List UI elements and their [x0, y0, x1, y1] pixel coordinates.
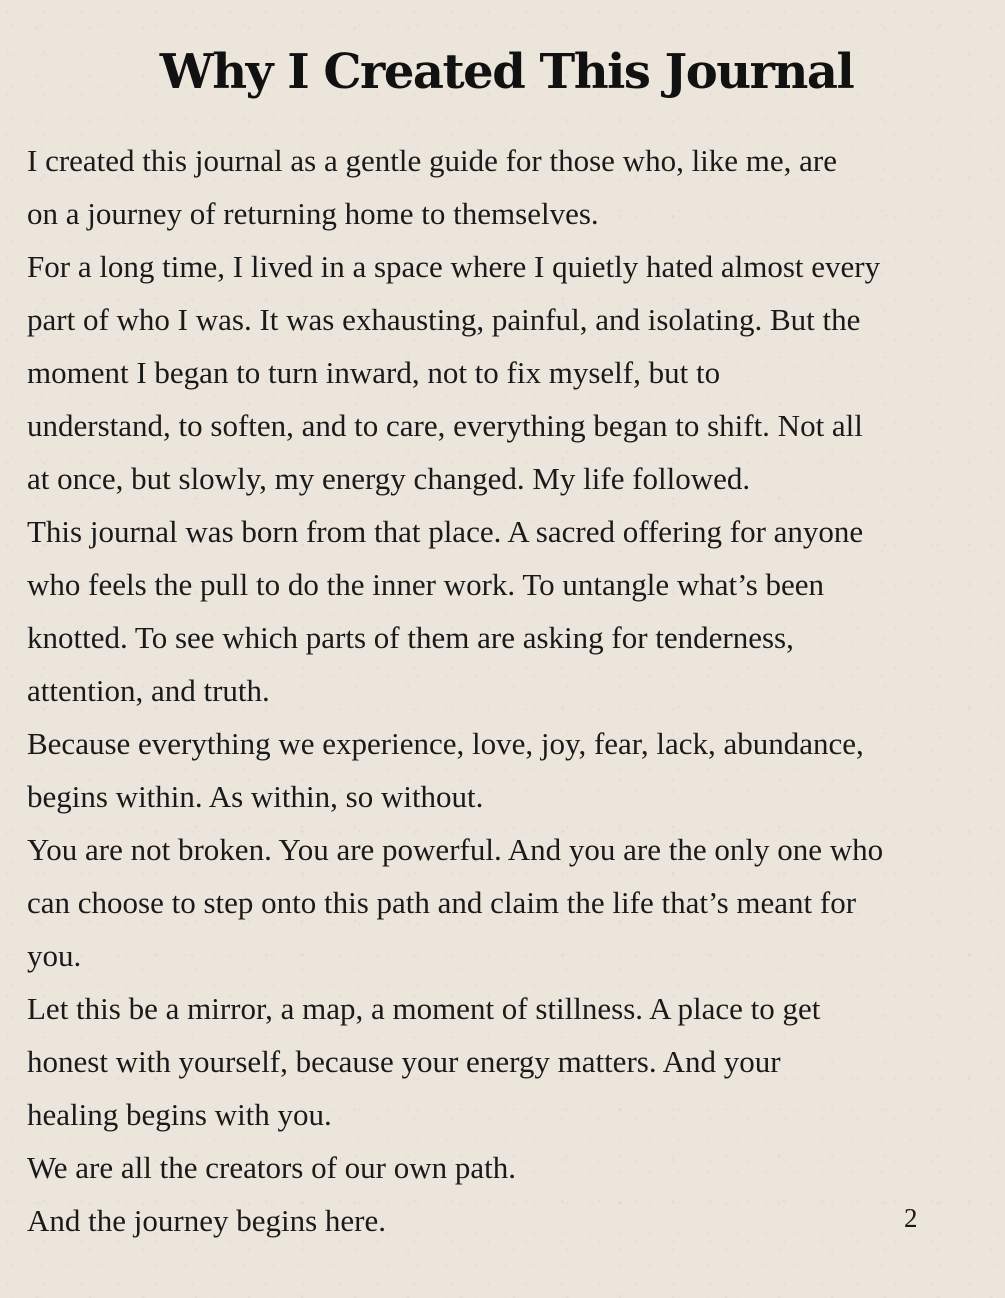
- text-line: We are all the creators of our own path.: [27, 1150, 516, 1185]
- text-line: This journal was born from that place. A sacred offering for anyone: [27, 514, 864, 549]
- text-line: And the journey begins here.: [27, 1203, 386, 1238]
- body-text: [27, 134, 987, 1247]
- text-line: You are not broken. You are powerful. And you are the only one who: [27, 832, 884, 867]
- text-line: Because everything we experience, love, joy, fear, lack, abundance,: [27, 726, 864, 761]
- text-line: on a journey of returning home to themselves.: [27, 196, 599, 231]
- text-line: I created this journal as a gentle guide for those who, like me, are: [27, 143, 838, 178]
- text-line: healing begins with you.: [27, 1097, 332, 1132]
- text-line: Let this be a mirror, a map, a moment of stillness. A place to get: [27, 991, 821, 1026]
- page-number: 2: [904, 1203, 918, 1233]
- text-line: at once, but slowly, my energy changed. My life followed.: [27, 461, 751, 496]
- text-line: begins within. As within, so without.: [27, 779, 484, 814]
- page-title: Why I Created This Journal: [159, 44, 854, 100]
- text-line: who feels the pull to do the inner work. To untangle what’s been: [27, 567, 825, 602]
- text-line: For a long time, I lived in a space where I quietly hated almost every: [27, 249, 881, 284]
- text-line: honest with yourself, because your energy matters. And your: [27, 1044, 781, 1079]
- text-line: attention, and truth.: [27, 673, 270, 708]
- text-line: part of who I was. It was exhausting, painful, and isolating. But the: [27, 302, 861, 337]
- text-line: you.: [27, 938, 82, 973]
- text-line: understand, to soften, and to care, everything began to shift. Not all: [27, 408, 863, 443]
- text-line: knotted. To see which parts of them are asking for tenderness,: [27, 620, 794, 655]
- text-line: can choose to step onto this path and claim the life that’s meant for: [27, 885, 857, 920]
- text-line: moment I began to turn inward, not to fix myself, but to: [27, 355, 721, 390]
